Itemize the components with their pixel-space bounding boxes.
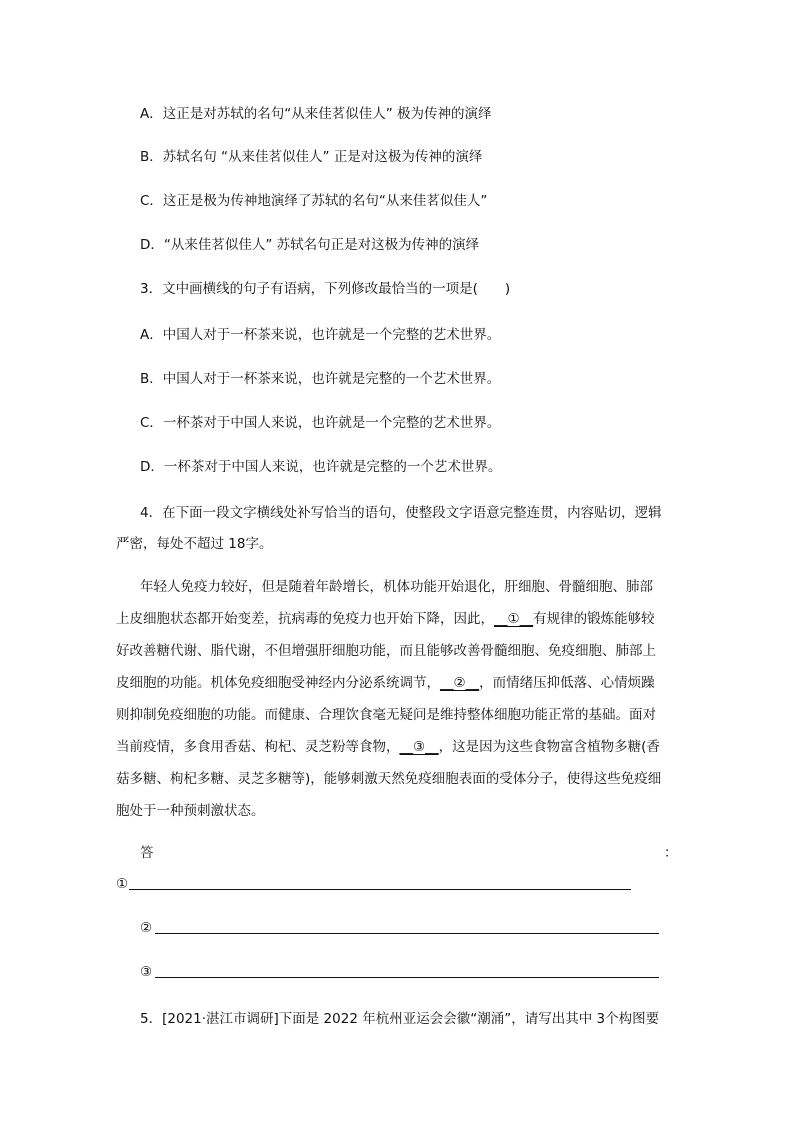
q5-stem-line1: 5．[2021·湛江市调研]下面是 2022 年杭州亚运会会徽“潮涌”，请写出其中 3个构图要 [140, 1011, 660, 1027]
q2-option-a: A．这正是对苏轼的名句“从来佳茗似佳人” 极为传神的演绎 [140, 106, 492, 122]
q3-option-a: A．中国人对于一杯茶来说，也许就是一个完整的艺术世界。 [140, 327, 501, 343]
q2-option-b: B．苏轼名句 “从来佳茗似佳人” 正是对这极为传神的演绎 [140, 149, 483, 165]
q4-passage-line5: 则抑制免疫细胞的功能。而健康、合理饮食毫无疑问是维持整体细胞功能正常的基础。面对 [116, 707, 656, 723]
answer-mark-3: ③ [140, 964, 153, 980]
answer-line-1[interactable] [129, 889, 631, 890]
q4-passage-line2-text: 上皮细胞状态都开始变差，抗病毒的免疫力也开始下降，因此， [116, 611, 494, 627]
answer-label: 答 [140, 845, 154, 861]
q4-passage-line4 [116, 673, 655, 693]
q4-stem-line1: 4．在下面一段文字横线处补写恰当的语句，使整段文字语意完整连贯，内容贴切，逻辑 [140, 505, 662, 521]
q3-option-b: B．中国人对于一杯茶来说，也许就是完整的一个艺术世界。 [140, 371, 501, 387]
answer-line-3[interactable] [155, 977, 659, 978]
q4-passage-line1: 年轻人免疫力较好，但是随着年龄增长，机体功能开始退化，肝细胞、骨髓细胞、肺部 [140, 579, 653, 595]
blank-1: __①__ [494, 611, 534, 627]
blank-3: __③__ [399, 739, 439, 755]
q4-passage-line8: 胞处于一种预刺激状态。 [116, 803, 265, 819]
q2-option-c: C．这正是极为传神地演绎了苏轼的名句“从来佳茗似佳人” [140, 193, 488, 209]
q4-passage-line2 [116, 609, 655, 629]
q4-passage-line4-rest: ，而情绪压抑低落、心情烦躁 [479, 675, 655, 691]
q4-passage-line6 [116, 737, 660, 757]
q4-passage-line6-rest: ，这是因为这些食物富含植物多糖(香 [438, 739, 660, 755]
answer-line-2[interactable] [155, 933, 659, 934]
answer-mark-2: ② [140, 920, 153, 936]
answer-mark-1: ① [116, 876, 129, 892]
answer-colon: ： [664, 845, 678, 861]
q4-passage-line2-rest: 有规律的锻炼能够较 [533, 611, 655, 627]
q4-passage-line6-text: 当前疫情，多食用香菇、枸杞、灵芝粉等食物， [116, 739, 400, 755]
q3-stem: 3．文中画横线的句子有语病，下列修改最恰当的一项是( ) [140, 281, 511, 297]
q4-passage-line4-text: 皮细胞的功能。机体免疫细胞受神经内分泌系统调节， [116, 675, 440, 691]
q3-option-d: D．一杯茶对于中国人来说，也许就是完整的一个艺术世界。 [140, 459, 502, 475]
q4-passage-line7: 菇多糖、枸杞多糖、灵芝多糖等)，能够刺激天然免疫细胞表面的受体分子，使得这些免疫细 [116, 771, 662, 787]
q4-stem-line2: 严密，每处不超过 18字。 [116, 536, 273, 552]
q4-passage-line3: 好改善糖代谢、脂代谢，不但增强肝细胞功能，而且能够改善骨髓细胞、免疫细胞、肺部上 [116, 643, 656, 659]
blank-2: __②__ [440, 675, 480, 691]
q2-option-d: D．“从来佳茗似佳人” 苏轼名句正是对这极为传神的演绎 [140, 237, 480, 253]
q3-option-c: C．一杯茶对于中国人来说，也许就是一个完整的艺术世界。 [140, 415, 501, 431]
